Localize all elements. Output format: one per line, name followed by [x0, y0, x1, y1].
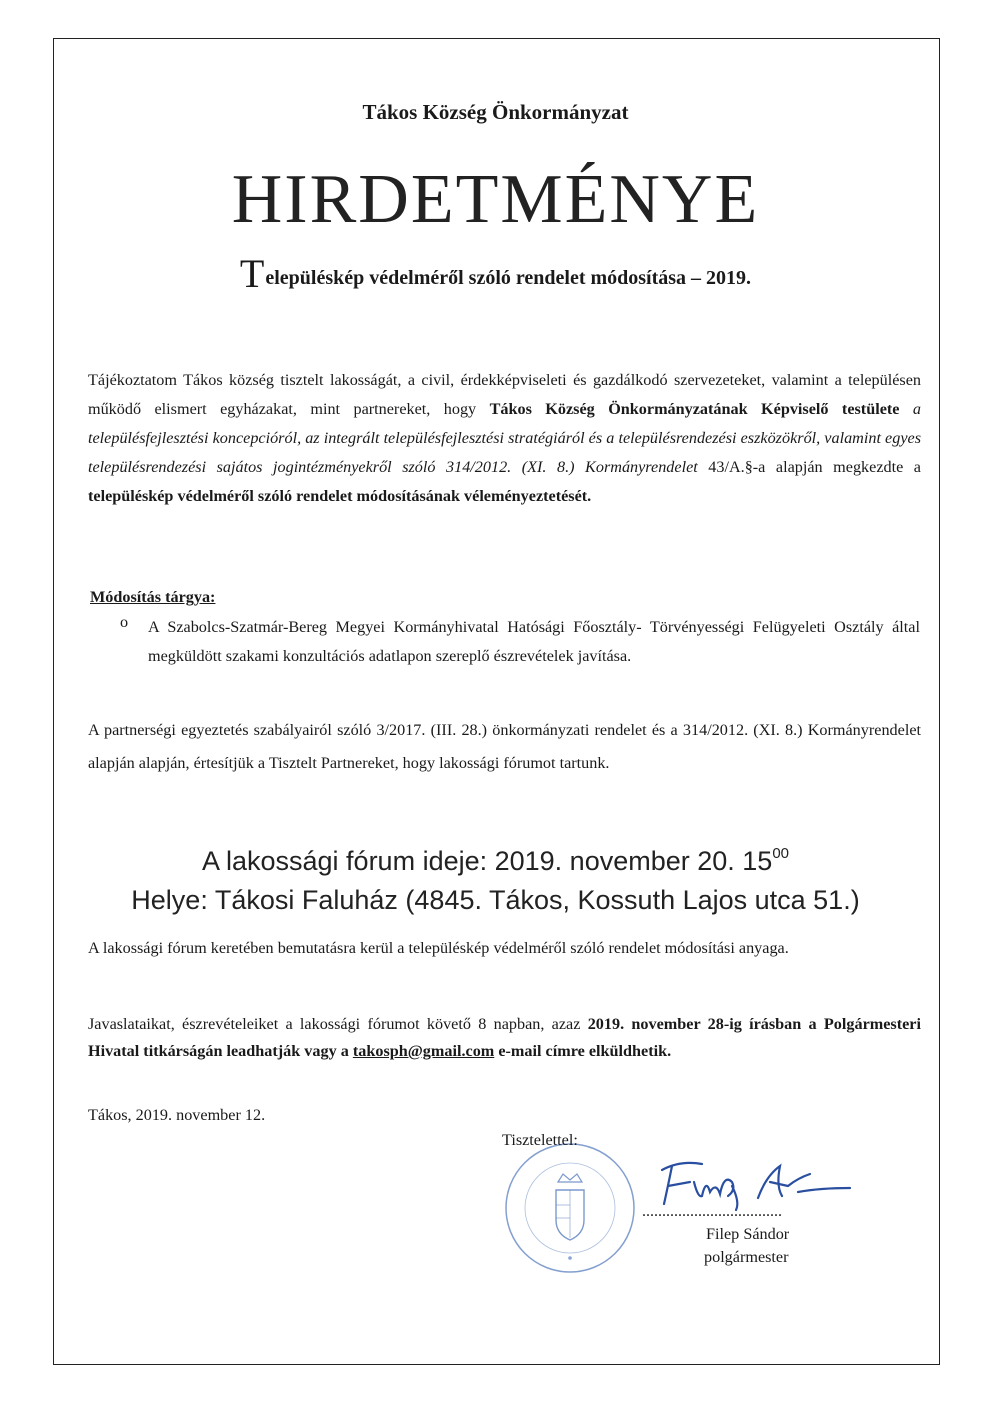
suggestions-text: Javaslataikat, észrevételeiket a lakossági fórumot követő 8 napban, azaz: [88, 1015, 588, 1033]
forum-time-text: A lakossági fórum ideje: 2019. november 20. 15: [201, 846, 773, 876]
signer-role: polgármester: [704, 1248, 789, 1266]
presentation-paragraph: A lakossági fórum keretében bemutatásra kerül a településkép védelméről szóló rendelet módosítási anyaga.: [88, 939, 789, 957]
partnership-paragraph: A partnerségi egyeztetés szabályairól szóló 3/2017. (III. 28.) önkormányzati rendelet és a 314/2012. (XI. 8.) Kormányrendelet alapján alapján, értesítjük a Tisztelt Partnereket, hogy lakossági fórumot tartunk.: [88, 721, 921, 772]
forum-time-minutes: 00: [772, 845, 790, 862]
intro-subject: településkép védelméről szóló rendelet módosításának véleményeztetését.: [88, 487, 592, 505]
organization-name: Tákos Község Önkormányzat: [362, 100, 629, 124]
intro-text-2: 43/A.§-a alapján megkezdte a: [697, 458, 921, 476]
intro-decree: a településfejlesztési koncepcióról, az integrált településfejlesztési stratégiáról és a településrendezési eszközökről, valamint egyes településrendezési sajátos jogintézményekről szóló 314/2012. (XI. 8.) Kormányrendelet: [88, 400, 921, 476]
forum-location: Helye: Tákosi Faluház (4845. Tákos, Kossuth Lajos utca 51.): [131, 885, 860, 915]
subtitle-initial: T: [239, 251, 265, 296]
closing-greeting: Tisztelettel:: [502, 1131, 578, 1149]
email-link[interactable]: takosph@gmail.com: [352, 1042, 495, 1060]
intro-council: Tákos Község Önkormányzatának Képviselő testülete: [489, 400, 900, 418]
bullet-marker: o: [120, 613, 129, 631]
intro-text-1: Tájékoztatom Tákos község tisztelt lakosságát, a civil, érdekképviseleti és gazdálkodó szervezeteket, valamint a településen működő elismert egyházakat, mint partnereket, hogy: [88, 371, 921, 418]
modification-title: Módosítás tárgya:: [90, 588, 216, 606]
forum-time: [0, 845, 991, 877]
official-seal-icon: [500, 1138, 640, 1278]
signature-line: ...................................: [642, 1203, 782, 1220]
subtitle-text: elepüléskép védelméről szóló rendelet módosítása – 2019.: [265, 267, 752, 289]
suggestions-paragraph: [88, 1011, 921, 1065]
intro-paragraph: [88, 366, 921, 511]
suggestions-text-end: e-mail címre elküldhetik.: [494, 1042, 672, 1060]
document-date: Tákos, 2019. november 12.: [88, 1106, 266, 1124]
document-headline: HIRDETMÉNYE: [231, 161, 760, 238]
signer-name: Filep Sándor: [706, 1225, 790, 1243]
modification-item: A Szabolcs-Szatmár-Bereg Megyei Kormányhivatal Hatósági Főosztály- Törvényességi Felügyeleti Osztály által megküldött szakami konzultációs adatlapon szereplő észrevételek javítása.: [148, 618, 920, 665]
suggestions-deadline: 2019. november 28-ig írásban a Polgármesteri Hivatal titkárságán leadhatják vagy a: [88, 1015, 921, 1060]
document-subtitle: [0, 250, 991, 297]
